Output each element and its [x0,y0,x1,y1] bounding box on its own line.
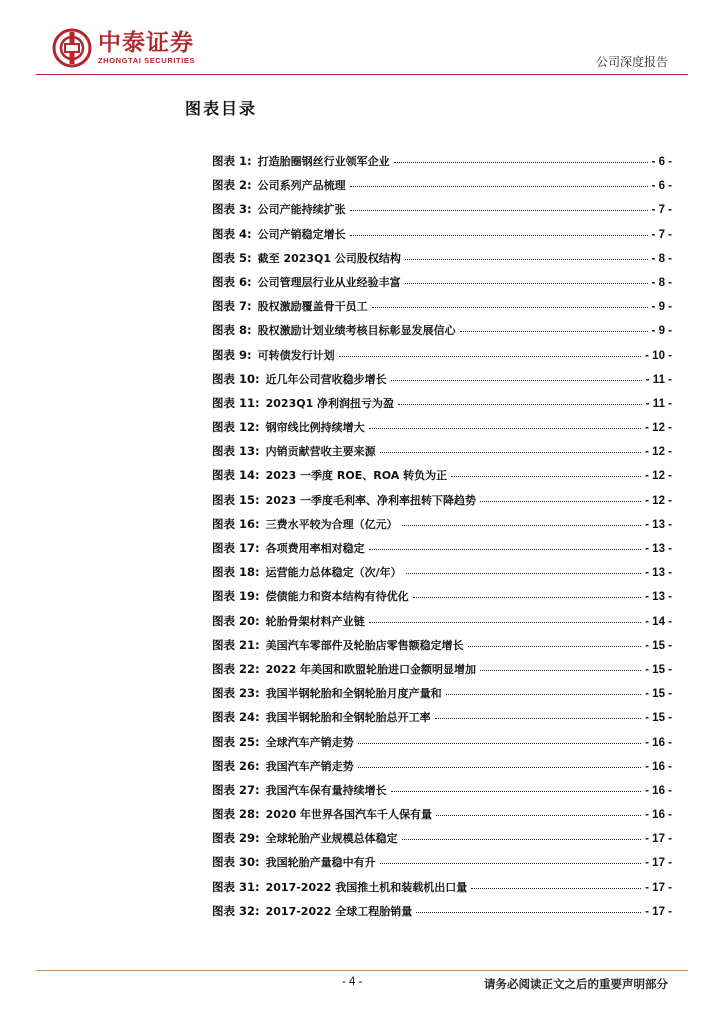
toc-entry-page: - 12 - [645,470,672,483]
toc-entry-label: 图表 23: [212,686,260,701]
toc-entry[interactable] [212,298,672,322]
toc-entry[interactable] [212,371,672,395]
toc-entry[interactable] [212,613,672,637]
toc-entry-title: 截至 2023Q1 公司股权结构 [257,251,401,265]
toc-entry-title: 我国半钢轮胎和全钢轮胎月度产量和 [265,687,442,701]
toc-dot-leader [480,670,641,671]
toc-entry-page: - 17 - [645,857,672,870]
toc-entry-page: - 10 - [645,349,672,362]
toc-entry[interactable] [212,879,672,903]
toc-entry-label: 图表 20: [212,613,260,628]
toc-entry-title: 公司产能持续扩张 [257,203,346,217]
toc-entry-label: 图表 26: [212,758,260,773]
toc-entry-page: - 13 - [645,543,672,555]
toc-entry-title: 可转债发行计划 [257,348,335,362]
toc-entry[interactable] [212,709,672,733]
footer-divider [36,970,688,971]
company-logo [52,28,195,68]
toc-entry-title: 各项费用率相对稳定 [265,542,365,555]
toc-entry-title: 我国半钢轮胎和全钢轮胎总开工率 [265,711,431,725]
toc-entry-title: 2017-2022 我国推土机和装载机出口量 [265,880,468,894]
toc-entry-page: - 17 - [645,905,672,918]
toc-entry[interactable] [212,492,672,516]
toc-dot-leader [394,162,648,163]
toc-entry-label: 图表 11: [212,395,260,410]
toc-dot-leader [413,597,642,598]
toc-entry-label: 图表 14: [212,468,260,483]
toc-entry-title: 钢帘线比例持续增大 [265,421,365,435]
toc-entry[interactable] [212,661,672,685]
page-number: - 4 - [342,976,363,988]
toc-dot-leader [391,791,642,792]
toc-entry-page: - 16 - [645,784,672,797]
toc-entry[interactable] [212,395,672,419]
toc-entry[interactable] [212,201,672,225]
zhongtai-logo-icon [52,28,92,68]
toc-entry[interactable] [212,758,672,782]
toc-entry[interactable] [212,637,672,661]
toc-entry-label: 图表 5: [212,250,252,265]
toc-entry-label: 图表 6: [212,274,252,289]
toc-entry-title: 我国轮胎产量稳中有升 [265,856,376,870]
toc-entry-label: 图表 2: [212,178,252,193]
disclaimer-text: 请务必阅读正文之后的重要声明部分 [484,977,668,991]
toc-entry-page: - 15 - [645,712,672,725]
toc-dot-leader [369,428,642,429]
toc-entry[interactable] [212,419,672,443]
toc-entry-page: - 15 - [645,639,672,652]
toc-entry-title: 2020 年世界各国汽车千人保有量 [265,808,433,822]
toc-dot-leader [451,476,641,477]
toc-entry-label: 图表 9: [212,347,252,362]
toc-entry[interactable] [212,685,672,709]
toc-entry-title: 公司产销稳定增长 [257,227,346,241]
toc-entry-label: 图表 10: [212,371,260,386]
toc-entry-page: - 16 - [645,809,672,822]
toc-entry-title: 偿债能力和资本结构有待优化 [265,590,409,604]
toc-entry-page: - 14 - [645,615,672,628]
toc-entry-title: 打造胎圈钢丝行业领军企业 [257,155,390,168]
toc-entry-title: 股权激励计划业绩考核目标彰显发展信心 [257,324,456,338]
toc-dot-leader [446,694,642,695]
toc-dot-leader [380,452,642,453]
toc-entry-title: 公司管理层行业从业经验丰富 [257,275,401,289]
toc-entry-page: - 16 - [645,736,672,749]
toc-dot-leader [380,863,642,864]
toc-entry[interactable] [212,347,672,371]
toc-entry[interactable] [212,854,672,878]
toc-entry-page: - 7 - [651,204,672,217]
toc-entry-label: 图表 27: [212,782,260,797]
toc-entry-label: 图表 15: [212,492,260,507]
toc-dot-leader [398,404,642,405]
toc-entry-label: 图表 3: [212,202,252,217]
toc-dot-leader [406,573,642,574]
toc-entry-page: - 8 - [651,276,672,289]
toc-entry[interactable] [212,516,672,540]
toc-entry-label: 图表 29: [212,831,260,846]
toc-entry-title: 2017-2022 全球工程胎销量 [265,904,413,918]
toc-entry-label: 图表 31: [212,879,260,894]
toc-entry-page: - 11 - [645,373,672,386]
toc-entry-label: 图表 24: [212,710,260,725]
toc-dot-leader [460,331,648,332]
toc-entry-page: - 7 - [651,228,672,241]
toc-entry-page: - 13 - [645,518,672,531]
toc-entry-label: 图表 19: [212,589,260,604]
toc-entry-page: - 12 - [645,422,672,435]
toc-entry-title: 轮胎骨架材料产业链 [265,614,365,628]
toc-dot-leader [435,718,642,719]
toc-entry-page: - 13 - [645,591,672,604]
toc-dot-leader [358,767,642,768]
toc-entry-label: 图表 30: [212,855,260,870]
toc-entry-page: - 9 - [651,301,672,314]
toc-entry[interactable] [212,250,672,274]
toc-entry-page: - 17 - [645,833,672,846]
toc-entry[interactable] [212,564,672,588]
toc-entry-title: 2023Q1 净利润扭亏为盈 [265,396,395,410]
toc-entry-page: - 17 - [645,881,672,894]
toc-entry-title: 内销贡献营收主要来源 [265,445,376,459]
toc-entry-title: 近几年公司营收稳步增长 [265,372,387,386]
toc-entry-title: 三费水平较为合理（亿元） [265,517,398,531]
toc-entry-label: 图表 28: [212,807,260,822]
report-type-label: 公司深度报告 [595,55,668,69]
header-divider [36,74,688,75]
toc-entry-page: - 16 - [645,760,672,773]
toc-entry-page: - 15 - [645,688,672,701]
toc-entry-page: - 11 - [645,397,672,410]
logo-english-name: ZHONGTAI SECURITIES [98,56,196,65]
toc-dot-leader [339,356,642,357]
toc-entry-label: 图表 18: [212,565,260,580]
toc-dot-leader [471,888,641,889]
toc-entry-title: 2023 一季度毛利率、净利率扭转下降趋势 [265,493,477,507]
page-header [0,0,724,80]
toc-dot-leader [468,646,642,647]
toc-entry[interactable] [212,226,672,250]
toc-entry[interactable] [212,734,672,758]
toc-entry[interactable] [212,806,672,830]
toc-dot-leader [480,501,641,502]
toc-dot-leader [372,307,648,308]
toc-entry-page: - 15 - [645,663,672,676]
toc-entry-page: - 6 - [651,180,672,193]
toc-entry-title: 我国汽车产销走势 [265,759,354,773]
toc-entry-page: - 13 - [645,567,672,580]
toc-entry-title: 2023 一季度 ROE、ROA 转负为正 [265,469,448,483]
toc-entry-page: - 12 - [645,446,672,459]
toc-entry-label: 图表 22: [212,661,260,676]
logo-chinese-name: 中泰证券 [98,30,194,56]
toc-entry-label: 图表 12: [212,420,260,435]
toc-entry-title: 全球汽车产销走势 [265,735,354,749]
toc-entry-label: 图表 32: [212,903,260,918]
toc-entry[interactable] [212,467,672,491]
toc-dot-leader [436,815,641,816]
toc-entry[interactable] [212,540,672,564]
toc-entry-label: 图表 13: [212,444,260,459]
toc-dot-leader [358,743,642,744]
toc-entry-title: 运营能力总体稳定（次/年） [265,566,402,580]
toc-dot-leader [416,912,641,913]
toc-dot-leader [405,283,648,284]
toc-entry-title: 公司系列产品梳理 [257,179,346,193]
toc-entry-label: 图表 8: [212,323,252,338]
toc-entry-title: 全球轮胎产业规模总体稳定 [265,832,398,846]
toc-entry-page: - 8 - [651,252,672,265]
toc-entry-title: 我国汽车保有量持续增长 [265,783,387,797]
toc-entry-page: - 9 - [651,325,672,338]
toc-entry-label: 图表 16: [212,516,260,531]
toc-entry-label: 图表 7: [212,299,252,314]
figure-index-list [212,153,672,927]
toc-entry[interactable] [212,588,672,612]
toc-dot-leader [350,210,648,211]
toc-entry[interactable] [212,830,672,854]
toc-dot-leader [402,839,642,840]
toc-entry-label: 图表 17: [212,541,260,555]
toc-entry[interactable] [212,443,672,467]
toc-entry-title: 2022 年美国和欧盟轮胎进口金额明显增加 [265,662,477,676]
toc-entry[interactable] [212,903,672,927]
toc-entry[interactable] [212,153,672,177]
toc-entry[interactable] [212,322,672,346]
toc-dot-leader [350,186,648,187]
toc-dot-leader [369,549,642,550]
toc-entry-page: - 6 - [651,156,672,168]
toc-entry-label: 图表 25: [212,734,260,749]
toc-entry-title: 美国汽车零部件及轮胎店零售额稳定增长 [265,638,464,652]
toc-entry-label: 图表 1: [212,154,252,168]
toc-entry[interactable] [212,177,672,201]
toc-title: 图表目录 [185,99,258,118]
toc-entry[interactable] [212,782,672,806]
toc-dot-leader [369,622,642,623]
toc-entry-title: 股权激励覆盖骨干员工 [257,300,368,314]
toc-dot-leader [350,235,648,236]
toc-entry-label: 图表 4: [212,226,252,241]
toc-dot-leader [405,259,648,260]
toc-entry-label: 图表 21: [212,637,260,652]
toc-dot-leader [402,525,642,526]
toc-entry-page: - 12 - [645,494,672,507]
toc-dot-leader [391,380,642,381]
toc-entry[interactable] [212,274,672,298]
